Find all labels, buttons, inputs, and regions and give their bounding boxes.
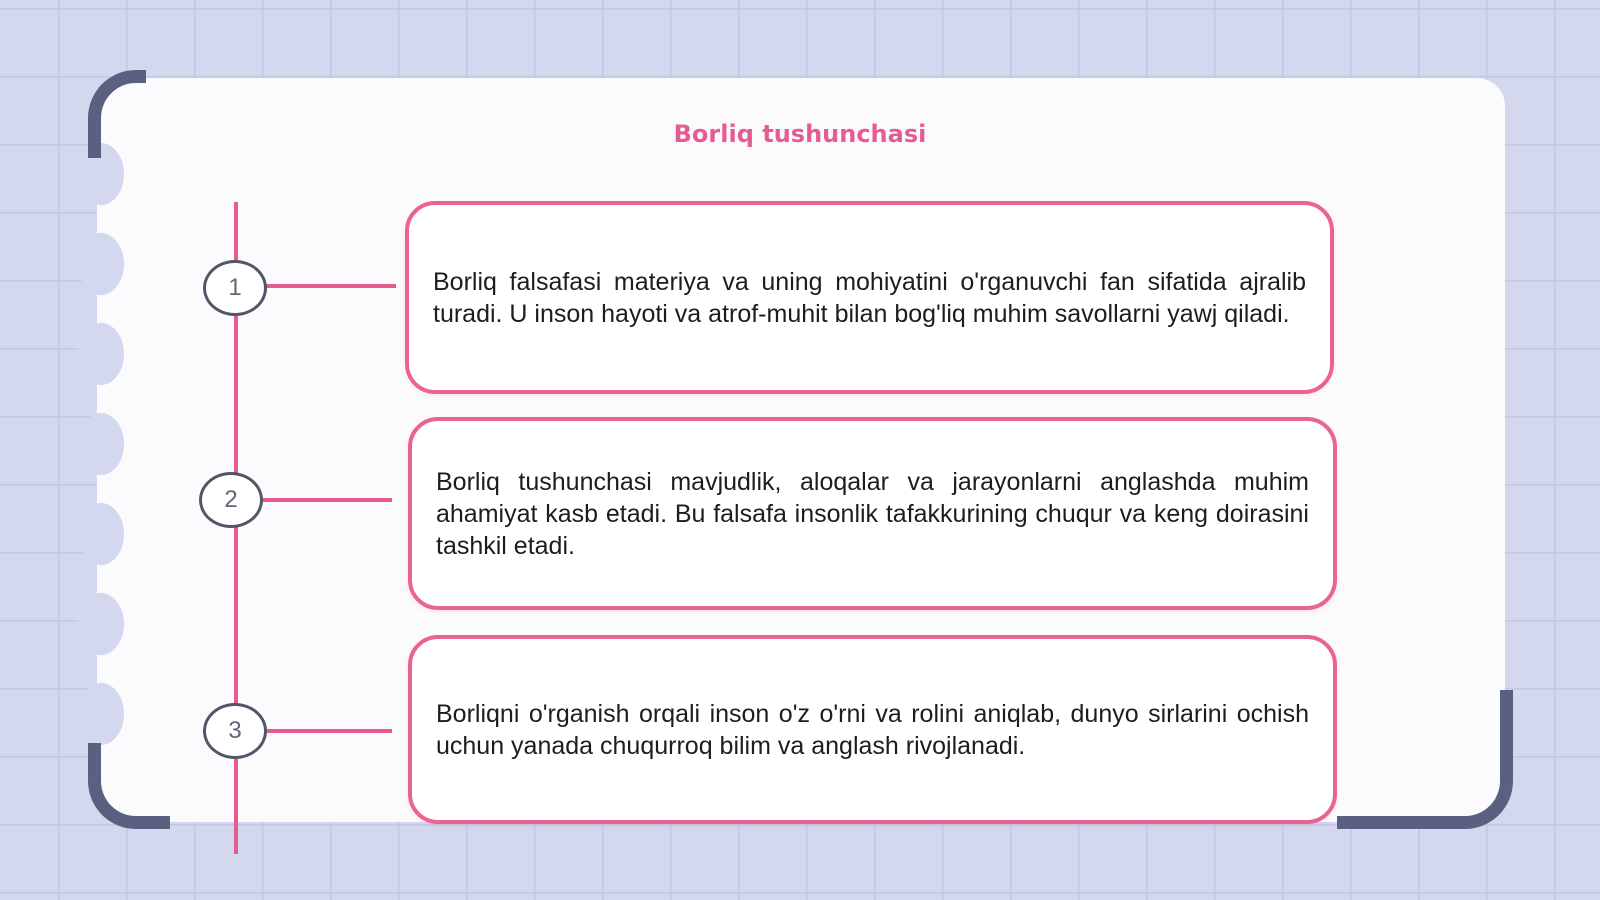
paper-scallop <box>78 503 124 565</box>
timeline-card-2 <box>408 417 1337 610</box>
timeline-card-1 <box>405 201 1334 394</box>
timeline-connector-2 <box>262 498 392 502</box>
timeline-card-text: Borliq tushunchasi mavjudlik, aloqalar va jarayonlarni anglashda muhim ahamiyat kasb etadi. Bu falsafa insonlik tafakkurining chuqur va keng doirasini tashkil etadi. <box>436 467 1309 560</box>
paper-scallop <box>78 413 124 475</box>
timeline-card-text: Borliqni o'rganish orqali inson o'z o'rni va rolini aniqlab, dunyo sirlarini ochish uchun yanada chuqurroq bilim va anglash rivojlanadi. <box>436 699 1309 760</box>
timeline-node-1: 1 <box>203 260 267 316</box>
frame-corner-bottom-left <box>88 743 170 829</box>
timeline-node-2: 2 <box>199 472 263 528</box>
timeline-connector-3 <box>266 729 392 733</box>
slide-title: Borliq tushunchasi <box>673 120 927 148</box>
paper-scallop <box>78 233 124 295</box>
paper-scallop <box>78 593 124 655</box>
timeline-node-3: 3 <box>203 703 267 759</box>
paper-scallop <box>78 323 124 385</box>
timeline-card-text: Borliq falsafasi materiya va uning mohiyatini o'rganuvchi fan sifatida ajralib turadi. U inson hayoti va atrof-muhit bilan bog'liq muhim savollarni yawj qiladi. <box>433 267 1306 328</box>
timeline-connector-1 <box>264 284 396 288</box>
timeline-card-3 <box>408 635 1337 824</box>
frame-corner-bottom-right <box>1337 690 1513 829</box>
paper-scallop <box>78 683 124 745</box>
